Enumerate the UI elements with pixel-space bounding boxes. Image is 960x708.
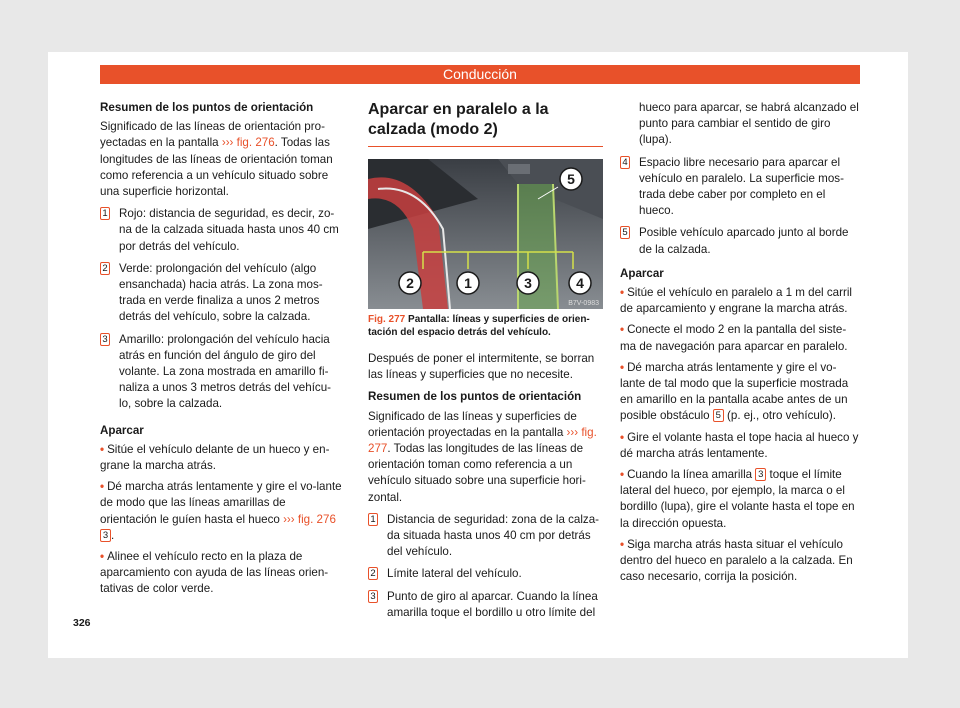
- figure-277-image: [368, 159, 603, 309]
- bullet-item: • Siga marcha atrás hasta situar el vehículo dentro del hueco en paralelo a la calzada. En caso necesario, corrija la posición.: [620, 537, 853, 584]
- list-item: 5 Posible vehículo aparcado junto al borde de la calzada.: [620, 225, 860, 257]
- section-heading: Aparcar: [100, 423, 144, 437]
- callout-label: 2: [406, 275, 414, 291]
- fig-276-link[interactable]: ››› fig. 276: [283, 512, 336, 526]
- list-item: 4 Espacio libre necesario para aparcar el vehículo en paralelo. La superficie mos-trada debe caber por completo en el hueco.: [620, 155, 860, 220]
- section-header: Conducción: [100, 65, 860, 84]
- bullet-item: • Conecte el modo 2 en la pantalla del siste-ma de navegación para aparcar en paralelo.: [620, 323, 848, 353]
- callout-number: 3: [368, 590, 378, 603]
- callout-number: 4: [620, 156, 630, 169]
- column-middle: [368, 100, 603, 627]
- callout-number: 2: [368, 567, 378, 580]
- intro-paragraph: Significado de las líneas y superficies de orientación proyectadas en la pantalla ››› fig. 277. Todas las longitudes de las líneas de orientación toman como referencia a un vehículo situado sobre una superficie hori-zontal.: [368, 409, 597, 504]
- page-number: 326: [73, 617, 91, 629]
- callout-number: 5: [713, 409, 724, 422]
- callout-number: 2: [100, 262, 110, 275]
- callout-label: 1: [464, 275, 472, 291]
- chapter-title: Aparcar en paralelo a la calzada (modo 2): [368, 100, 603, 147]
- column-right: [620, 100, 860, 590]
- paragraph: Después de poner el intermitente, se borran las líneas y superficies que no necesite.: [368, 352, 595, 382]
- figure-code: B7V-0983: [568, 300, 599, 307]
- section-heading: Resumen de los puntos de orientación: [368, 390, 582, 404]
- list-item: 3 Punto de giro al aparcar. Cuando la línea amarilla toque el bordillo u otro límite del: [368, 589, 603, 621]
- list-item: 2 Límite lateral del vehículo.: [368, 566, 603, 582]
- section-heading: Resumen de los puntos de orientación: [100, 101, 314, 114]
- list-item: 1 Distancia de seguridad: zona de la calza-da situada hasta unos 40 cm por detrás del vehículo.: [368, 512, 603, 561]
- fig-277-link[interactable]: ››› fig. 277: [368, 425, 597, 456]
- bullet-item: • Dé marcha atrás lentamente y gire el vo-lante de tal modo que la superficie mostrada en amarillo en la pantalla acabe antes de un posible obstáculo 5 (p. ej., otro vehículo).: [620, 360, 849, 423]
- callout-number: 3: [100, 529, 111, 542]
- figure-caption: Fig. 277 Pantalla: líneas y superficies de orien-tación del espacio detrás del vehículo.: [368, 314, 590, 338]
- fig-276-link[interactable]: ››› fig. 276: [221, 136, 275, 150]
- callout-number: 1: [100, 207, 110, 220]
- callout-number: 3: [100, 333, 110, 346]
- bullet-item: • Sitúe el vehículo delante de un hueco y en-grane la marcha atrás.: [100, 442, 330, 473]
- camera-view-illustration: [368, 159, 603, 309]
- bullet-item: • Cuando la línea amarilla 3 toque el límite lateral del hueco, por ejemplo, la marca o el bordillo (lupa), gire el volante hasta el tope en la dirección opuesta.: [620, 468, 855, 530]
- bullet-item: • Sitúe el vehículo en paralelo a 1 m del carril de aparcamiento y engrane la marcha atrás.: [620, 286, 852, 316]
- intro-paragraph: Significado de las líneas de orientación pro-yectadas en la pantalla ››› fig. 276. Todas las longitudes de las líneas de orientación toman como referencia a un vehículo situado sobre una superficie horizontal.: [100, 120, 333, 199]
- list-item-continuation: hueco para aparcar, se habrá alcanzado el punto para cambiar el sentido de giro (lupa).: [639, 101, 859, 147]
- callout-label: 4: [576, 275, 584, 291]
- column-left: [100, 100, 343, 603]
- callout-number: 1: [368, 513, 378, 526]
- callout-number: 3: [755, 468, 766, 481]
- section-heading: Aparcar: [620, 266, 664, 280]
- callout-label: 3: [524, 275, 532, 291]
- bullet-item: • Gire el volante hasta el tope hacia al hueco y dé marcha atrás lentamente.: [620, 430, 859, 460]
- bullet-item: • Alinee el vehículo recto en la plaza de aparcamiento con ayuda de las líneas orien-tativas de color verde.: [100, 550, 329, 596]
- list-item: 2 Verde: prolongación del vehículo (algo ensanchada) hacia atrás. La zona mos-trada en verde finaliza a unos 2 metros detrás del vehículo, sobre la calzada.: [100, 261, 343, 326]
- list-item: 3 Amarillo: prolongación del vehículo hacia atrás en función del ángulo de giro del volante. La zona mostrada en amarillo fi-naliza a unos 3 metros detrás del vehícu-lo, sobre la calzada.: [100, 332, 343, 413]
- callout-label: 5: [567, 171, 575, 187]
- bullet-item: • Dé marcha atrás lentamente y gire el vo-lante de modo que las líneas amarillas de orientación le guíen hasta el hueco ››› fig. 276 3 .: [100, 480, 342, 542]
- list-item: 1 Rojo: distancia de seguridad, es decir, zo-na de la calzada situada hasta unos 40 cm por detrás del vehículo.: [100, 206, 343, 255]
- callout-number: 5: [620, 226, 630, 239]
